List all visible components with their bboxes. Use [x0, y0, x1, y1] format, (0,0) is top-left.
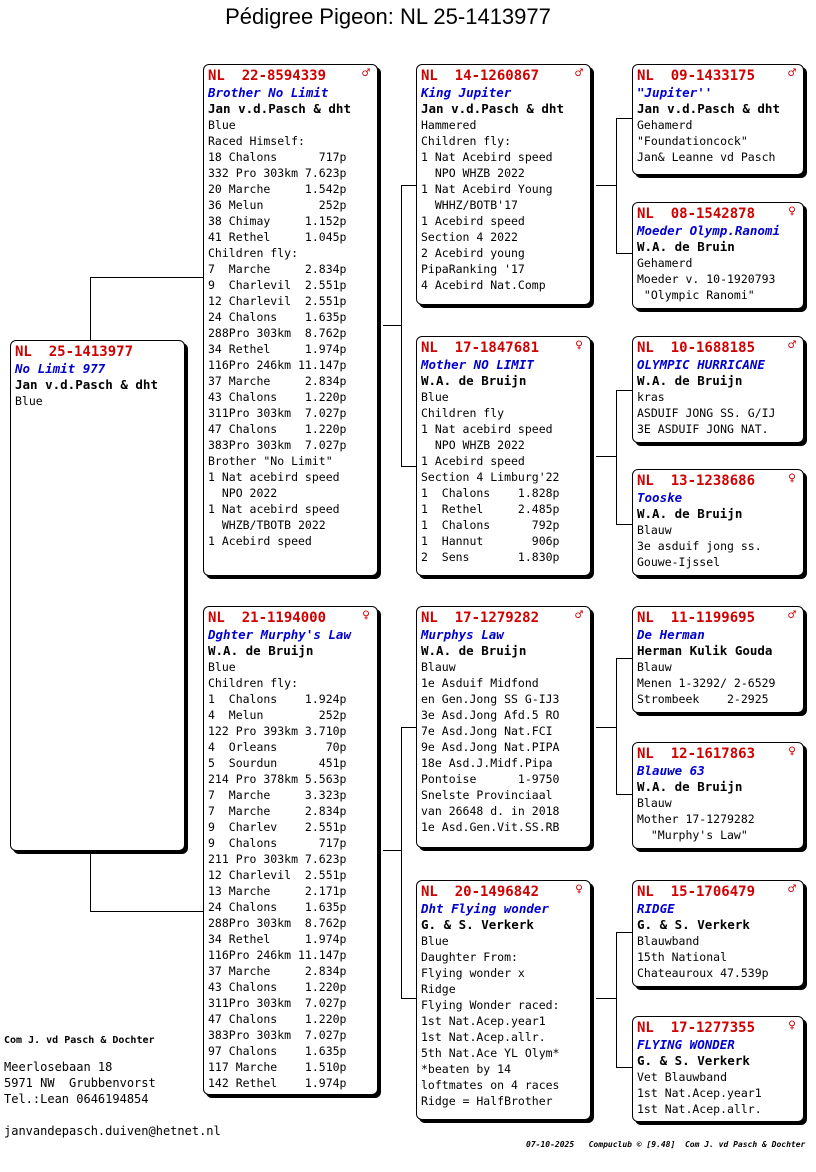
ring-number-text: NL 12-1617863	[637, 746, 756, 762]
info-line: PipaRanking '17	[421, 262, 525, 276]
info-line: Ridge	[421, 982, 456, 996]
ring-number-text: NL 08-1542878	[637, 206, 756, 222]
info-line: 383Pro 303km 7.027p	[208, 438, 347, 452]
connector	[616, 253, 633, 254]
info-line: 24 Chalons 1.635p	[208, 900, 347, 914]
pigeon-card-sire-dam[interactable]	[416, 336, 591, 576]
ring-number	[208, 609, 373, 627]
ring-number	[637, 609, 799, 627]
info-line: Mother 17-1279282	[637, 812, 755, 826]
female-icon: ♀	[575, 338, 583, 353]
owner-name: Jan v.d.Pasch & dht	[637, 101, 780, 116]
info-line: 142 Rethel 1.974p	[208, 1076, 347, 1090]
connector	[616, 1067, 633, 1068]
ring-number	[637, 339, 799, 357]
owner-name: G. & S. Verkerk	[421, 917, 534, 932]
info-line: NPO 2022	[208, 486, 278, 500]
ring-number-text: NL 21-1194000	[208, 610, 327, 626]
ring-number-text: NL 17-1277355	[637, 1020, 756, 1036]
info-line: Flying Wonder raced:	[421, 998, 560, 1012]
info-line: Children fly:	[208, 676, 299, 690]
ring-number-text: NL 14-1260867	[421, 68, 540, 84]
info-line: Blauw	[637, 796, 672, 810]
info-line: Gehamerd	[637, 256, 693, 270]
info-line: 1 Hannut 906p	[421, 534, 560, 548]
info-line: 12 Charlevil 2.551p	[208, 868, 347, 882]
connector	[383, 850, 401, 851]
info-line: 383Pro 303km 7.027p	[208, 1028, 347, 1042]
ring-number-text: NL 15-1706479	[637, 884, 756, 900]
info-line: 1 Acebird speed	[421, 454, 525, 468]
owner-name: G. & S. Verkerk	[637, 917, 750, 932]
pigeon-card-sds[interactable]	[632, 336, 804, 443]
male-icon: ♂	[788, 608, 796, 623]
info-line: 36 Melun 252p	[208, 198, 347, 212]
info-line: Jan& Leanne vd Pasch	[637, 150, 776, 164]
info-line: loftmates on 4 races	[421, 1078, 560, 1092]
pigeon-card-ssd[interactable]	[632, 202, 804, 309]
male-icon: ♂	[575, 66, 583, 81]
pigeon-card-sire-sire[interactable]	[416, 64, 591, 305]
male-icon: ♂	[788, 338, 796, 353]
ring-number	[637, 205, 799, 223]
info-line: Gehamerd	[637, 118, 693, 132]
connector	[616, 932, 617, 1068]
owner-name: W.A. de Bruijn	[208, 643, 314, 658]
pigeon-name: Moeder Olymp.Ranomi	[637, 223, 780, 238]
info-line: 18e Asd.J.Midf.Pipa	[421, 756, 553, 770]
info-line: 20 Marche 1.542p	[208, 182, 347, 196]
pigeon-name: Brother No Limit	[208, 85, 329, 100]
owner-name: W.A. de Bruijn	[421, 373, 527, 388]
ring-number-text: NL 11-1199695	[637, 610, 756, 626]
info-line: 288Pro 303km 8.762p	[208, 326, 347, 340]
connector	[616, 118, 617, 254]
pigeon-name: Dht Flying wonder	[421, 901, 549, 916]
ring-number-text: NL 20-1496842	[421, 884, 540, 900]
pigeon-name: Mother NO LIMIT	[421, 357, 534, 372]
info-line: 9 Charlevil 2.551p	[208, 278, 347, 292]
pigeon-name: Blauwe 63	[637, 763, 705, 778]
info-line: Menen 1-3292/ 2-6529	[637, 676, 776, 690]
info-line: 37 Marche 2.834p	[208, 964, 347, 978]
connector	[401, 466, 417, 467]
info-line: 41 Rethel 1.045p	[208, 230, 347, 244]
info-line: 34 Rethel 1.974p	[208, 932, 347, 946]
info-line: Blauwband	[637, 934, 700, 948]
ring-number	[637, 883, 799, 901]
info-line: WHHZ/BOTB'17	[421, 198, 518, 212]
info-line: NPO WHZB 2022	[421, 438, 525, 452]
female-icon: ♀	[788, 204, 796, 219]
info-line: 15th National	[637, 950, 728, 964]
pigeon-name: No Limit 977	[15, 361, 106, 376]
info-line: Ridge = HalfBrother	[421, 1094, 553, 1108]
info-line: 1 Nat acebird speed	[208, 502, 340, 516]
owner-name: Jan v.d.Pasch & dht	[208, 101, 351, 116]
female-icon: ♀	[788, 471, 796, 486]
ring-number-text: NL 09-1433175	[637, 68, 756, 84]
ring-number-text: NL 10-1688185	[637, 340, 756, 356]
info-line: Flying wonder x	[421, 966, 525, 980]
info-line: Children fly:	[421, 134, 512, 148]
connector	[90, 277, 91, 341]
connector	[616, 390, 633, 391]
pigeon-name: OLYMPIC HURRICANE	[637, 357, 765, 372]
info-line: Snelste Provinciaal	[421, 788, 553, 802]
info-line: 7e Asd.Jong Nat.FCI	[421, 724, 553, 738]
info-line: Daughter From:	[421, 950, 518, 964]
info-line: 5th Nat.Ace YL Olym*	[421, 1046, 560, 1060]
connector	[401, 727, 402, 999]
connector	[616, 932, 633, 933]
info-line: 2 Acebird young	[421, 246, 525, 260]
ring-number	[421, 339, 586, 357]
connector	[616, 524, 633, 525]
info-line: 1 Acebird speed	[421, 214, 525, 228]
page-title: Pédigree Pigeon: NL 25-1413977	[225, 4, 551, 29]
ring-number	[421, 67, 586, 85]
info-line: kras	[637, 390, 665, 404]
info-line: 332 Pro 303km 7.623p	[208, 166, 347, 180]
connector	[596, 456, 616, 457]
info-line: Raced Himself:	[208, 134, 305, 148]
phone: Tel.:Lean 0646194854	[4, 1092, 149, 1106]
info-line: 122 Pro 393km 3.710p	[208, 724, 347, 738]
info-line: 211 Pro 303km 7.623p	[208, 852, 347, 866]
pigeon-card-sdd[interactable]	[632, 469, 804, 576]
ring-number-text: NL 17-1847681	[421, 340, 540, 356]
info-line: 116Pro 246km 11.147p	[208, 948, 347, 962]
pigeon-name: King Jupiter	[421, 85, 512, 100]
info-line: NPO WHZB 2022	[421, 166, 525, 180]
ring-number-text: NL 13-1238686	[637, 473, 756, 489]
info-line: 311Pro 303km 7.027p	[208, 996, 347, 1010]
info-line: 13 Marche 2.171p	[208, 884, 347, 898]
pigeon-card-sire[interactable]	[203, 64, 378, 576]
info-line: 1 Rethel 2.485p	[421, 502, 560, 516]
info-line: 24 Chalons 1.635p	[208, 310, 347, 324]
male-icon: ♂	[362, 66, 370, 81]
info-line: Pontoise 1-9750	[421, 772, 560, 786]
connector	[401, 727, 417, 728]
connector	[596, 185, 616, 186]
info-line: 1st Nat.Acep.allr.	[637, 1102, 762, 1116]
pigeon-card-dsd[interactable]	[632, 742, 804, 849]
info-line: 4 Orleans 70p	[208, 740, 347, 754]
pigeon-name: FLYING WONDER	[637, 1037, 735, 1052]
info-line: 38 Chimay 1.152p	[208, 214, 347, 228]
info-line: Chateauroux 47.539p	[637, 966, 769, 980]
info-line: 12 Charlevil 2.551p	[208, 294, 347, 308]
owner-name: W.A. de Bruijn	[637, 779, 743, 794]
info-line: Children fly:	[208, 246, 299, 260]
info-line: "Murphy's Law"	[637, 828, 748, 842]
pigeon-card-dam[interactable]	[203, 606, 378, 1095]
connector	[596, 727, 616, 728]
info-line: 1e Asd.Gen.Vit.SS.RB	[421, 820, 560, 834]
pigeon-card-dam-dam[interactable]	[416, 880, 591, 1120]
owner-name: Jan v.d.Pasch & dht	[15, 377, 158, 392]
info-line: 1 Chalons 1.924p	[208, 692, 347, 706]
info-line: 9 Chalons 717p	[208, 836, 347, 850]
info-line: Blue	[208, 118, 236, 132]
info-line: *beaten by 14	[421, 1062, 512, 1076]
info-line: 4 Melun 252p	[208, 708, 347, 722]
ring-number	[637, 67, 799, 85]
info-line: en Gen.Jong SS G-IJ3	[421, 692, 560, 706]
ring-number-text: NL 25-1413977	[15, 344, 134, 360]
print-stamp: 07-10-2025 Compuclub © [9.48] Com J. vd Pasch & Dochter	[526, 1140, 806, 1149]
info-line: 1 Chalons 1.828p	[421, 486, 560, 500]
info-line: 1 Chalons 792p	[421, 518, 560, 532]
info-line: 1 Nat Acebird Young	[421, 182, 553, 196]
connector	[90, 850, 91, 911]
ring-number	[421, 609, 586, 627]
info-line: 97 Chalons 1.635p	[208, 1044, 347, 1058]
info-line: Section 4 Limburg'22	[421, 470, 560, 484]
owner-name: W.A. de Bruijn	[421, 643, 527, 658]
info-line: 37 Marche 2.834p	[208, 374, 347, 388]
ring-number	[421, 883, 586, 901]
info-line: 9e Asd.Jong Nat.PIPA	[421, 740, 560, 754]
ring-number-text: NL 17-1279282	[421, 610, 540, 626]
info-line: 3e Asd.Jong Afd.5 RO	[421, 708, 560, 722]
info-line: Blue	[15, 394, 43, 408]
info-line: 1 Nat acebird speed	[208, 470, 340, 484]
info-line: 1st Nat.Acep.year1	[637, 1086, 762, 1100]
info-line: 34 Rethel 1.974p	[208, 342, 347, 356]
info-line: Blauw	[637, 660, 672, 674]
owner-name: Herman Kulik Gouda	[637, 643, 773, 658]
info-line: Blue	[421, 390, 449, 404]
connector	[616, 390, 617, 525]
pigeon-card-dds[interactable]	[632, 880, 804, 987]
info-line: 7 Marche 3.323p	[208, 788, 347, 802]
connector	[401, 185, 417, 186]
pigeon-name: "Jupiter''	[637, 85, 713, 100]
pigeon-name: RIDGE	[637, 901, 675, 916]
breeder-name: Com J. vd Pasch & Dochter	[4, 1035, 155, 1046]
info-line: 1st Nat.Acep.year1	[421, 1014, 546, 1028]
info-line: WHZB/TBOTB 2022	[208, 518, 326, 532]
connector	[616, 658, 617, 795]
pigeon-card-dss[interactable]	[632, 606, 804, 713]
info-line: 7 Marche 2.834p	[208, 262, 347, 276]
female-icon: ♀	[788, 744, 796, 759]
info-line: ASDUIF JONG SS. G/IJ	[637, 406, 776, 420]
info-line: 3e asduif jong ss.	[637, 539, 762, 553]
pigeon-card-dam-sire[interactable]	[416, 606, 591, 848]
address-line-1: Meerlosebaan 18	[4, 1060, 113, 1074]
ring-number	[637, 745, 799, 763]
info-line: Hammered	[421, 118, 477, 132]
info-line: 9 Charlev 2.551p	[208, 820, 347, 834]
pigeon-name: Dghter Murphy's Law	[208, 627, 351, 642]
info-line: 288Pro 303km 8.762p	[208, 916, 347, 930]
info-line: 117 Marche 1.510p	[208, 1060, 347, 1074]
email-link[interactable]: janvandepasch.duiven@hetnet.nl	[4, 1124, 221, 1138]
pigeon-card-ddd[interactable]	[632, 1016, 804, 1122]
ring-number-text: NL 22-8594339	[208, 68, 327, 84]
pigeon-name: Murphys Law	[421, 627, 504, 642]
info-line: 1st Nat.Acep.allr.	[421, 1030, 546, 1044]
owner-name: W.A. de Bruijn	[637, 373, 743, 388]
info-line: Vet Blauwband	[637, 1070, 728, 1084]
connector	[401, 998, 417, 999]
pigeon-card-sss[interactable]	[632, 64, 804, 175]
info-line: Brother "No Limit"	[208, 454, 333, 468]
info-line: 18 Chalons 717p	[208, 150, 347, 164]
info-line: Gouwe-Ijssel	[637, 555, 721, 569]
info-line: 7 Marche 2.834p	[208, 804, 347, 818]
ring-number	[15, 343, 180, 361]
info-line: "Foundationcock"	[637, 134, 748, 148]
info-line: van 26648 d. in 2018	[421, 804, 560, 818]
info-line: Children fly	[421, 406, 505, 420]
connector	[596, 998, 616, 999]
info-line: 1e Asduif Midfond	[421, 676, 539, 690]
info-line: Blue	[208, 660, 236, 674]
connector	[616, 794, 633, 795]
female-icon: ♀	[362, 608, 370, 623]
ring-number	[637, 472, 799, 490]
info-line: Strombeek 2-2925	[637, 692, 769, 706]
connector	[383, 325, 401, 326]
owner-name: W.A. de Bruin	[637, 239, 735, 254]
female-icon: ♀	[788, 1018, 796, 1033]
info-line: 116Pro 246km 11.147p	[208, 358, 347, 372]
info-line: 2 Sens 1.830p	[421, 550, 560, 564]
male-icon: ♂	[788, 882, 796, 897]
female-icon: ♀	[575, 882, 583, 897]
connector	[90, 277, 205, 278]
info-line: 47 Chalons 1.220p	[208, 422, 347, 436]
connector	[616, 658, 633, 659]
info-line: 47 Chalons 1.220p	[208, 1012, 347, 1026]
info-line: 214 Pro 378km 5.563p	[208, 772, 347, 786]
male-icon: ♂	[575, 608, 583, 623]
owner-name: G. & S. Verkerk	[637, 1053, 750, 1068]
info-line: 43 Chalons 1.220p	[208, 980, 347, 994]
ring-number	[208, 67, 373, 85]
info-line: Blauw	[637, 523, 672, 537]
connector	[616, 118, 633, 119]
owner-name: Jan v.d.Pasch & dht	[421, 101, 564, 116]
pigeon-name: Tooske	[637, 490, 683, 505]
info-line: 1 Nat acebird speed	[421, 422, 553, 436]
info-line: Moeder v. 10-1920793	[637, 272, 776, 286]
info-line: 3E ASDUIF JONG NAT.	[637, 422, 769, 436]
pigeon-name: De Herman	[637, 627, 705, 642]
info-line: Blauw	[421, 660, 456, 674]
info-line: 43 Chalons 1.220p	[208, 390, 347, 404]
info-line: Section 4 2022	[421, 230, 518, 244]
info-line: 5 Sourdun 451p	[208, 756, 347, 770]
male-icon: ♂	[788, 66, 796, 81]
address-line-2: 5971 NW Grubbenvorst	[4, 1076, 156, 1090]
connector	[90, 911, 205, 912]
owner-name: W.A. de Bruijn	[637, 506, 743, 521]
info-line: 311Pro 303km 7.027p	[208, 406, 347, 420]
info-line: Blue	[421, 934, 449, 948]
info-line: 4 Acebird Nat.Comp	[421, 278, 546, 292]
ring-number	[637, 1019, 799, 1037]
pigeon-card-subject[interactable]	[10, 340, 185, 851]
info-line: "Olympic Ranomi"	[637, 288, 755, 302]
info-line: 1 Nat Acebird speed	[421, 150, 553, 164]
info-line: 1 Acebird speed	[208, 534, 312, 548]
connector	[401, 185, 402, 467]
